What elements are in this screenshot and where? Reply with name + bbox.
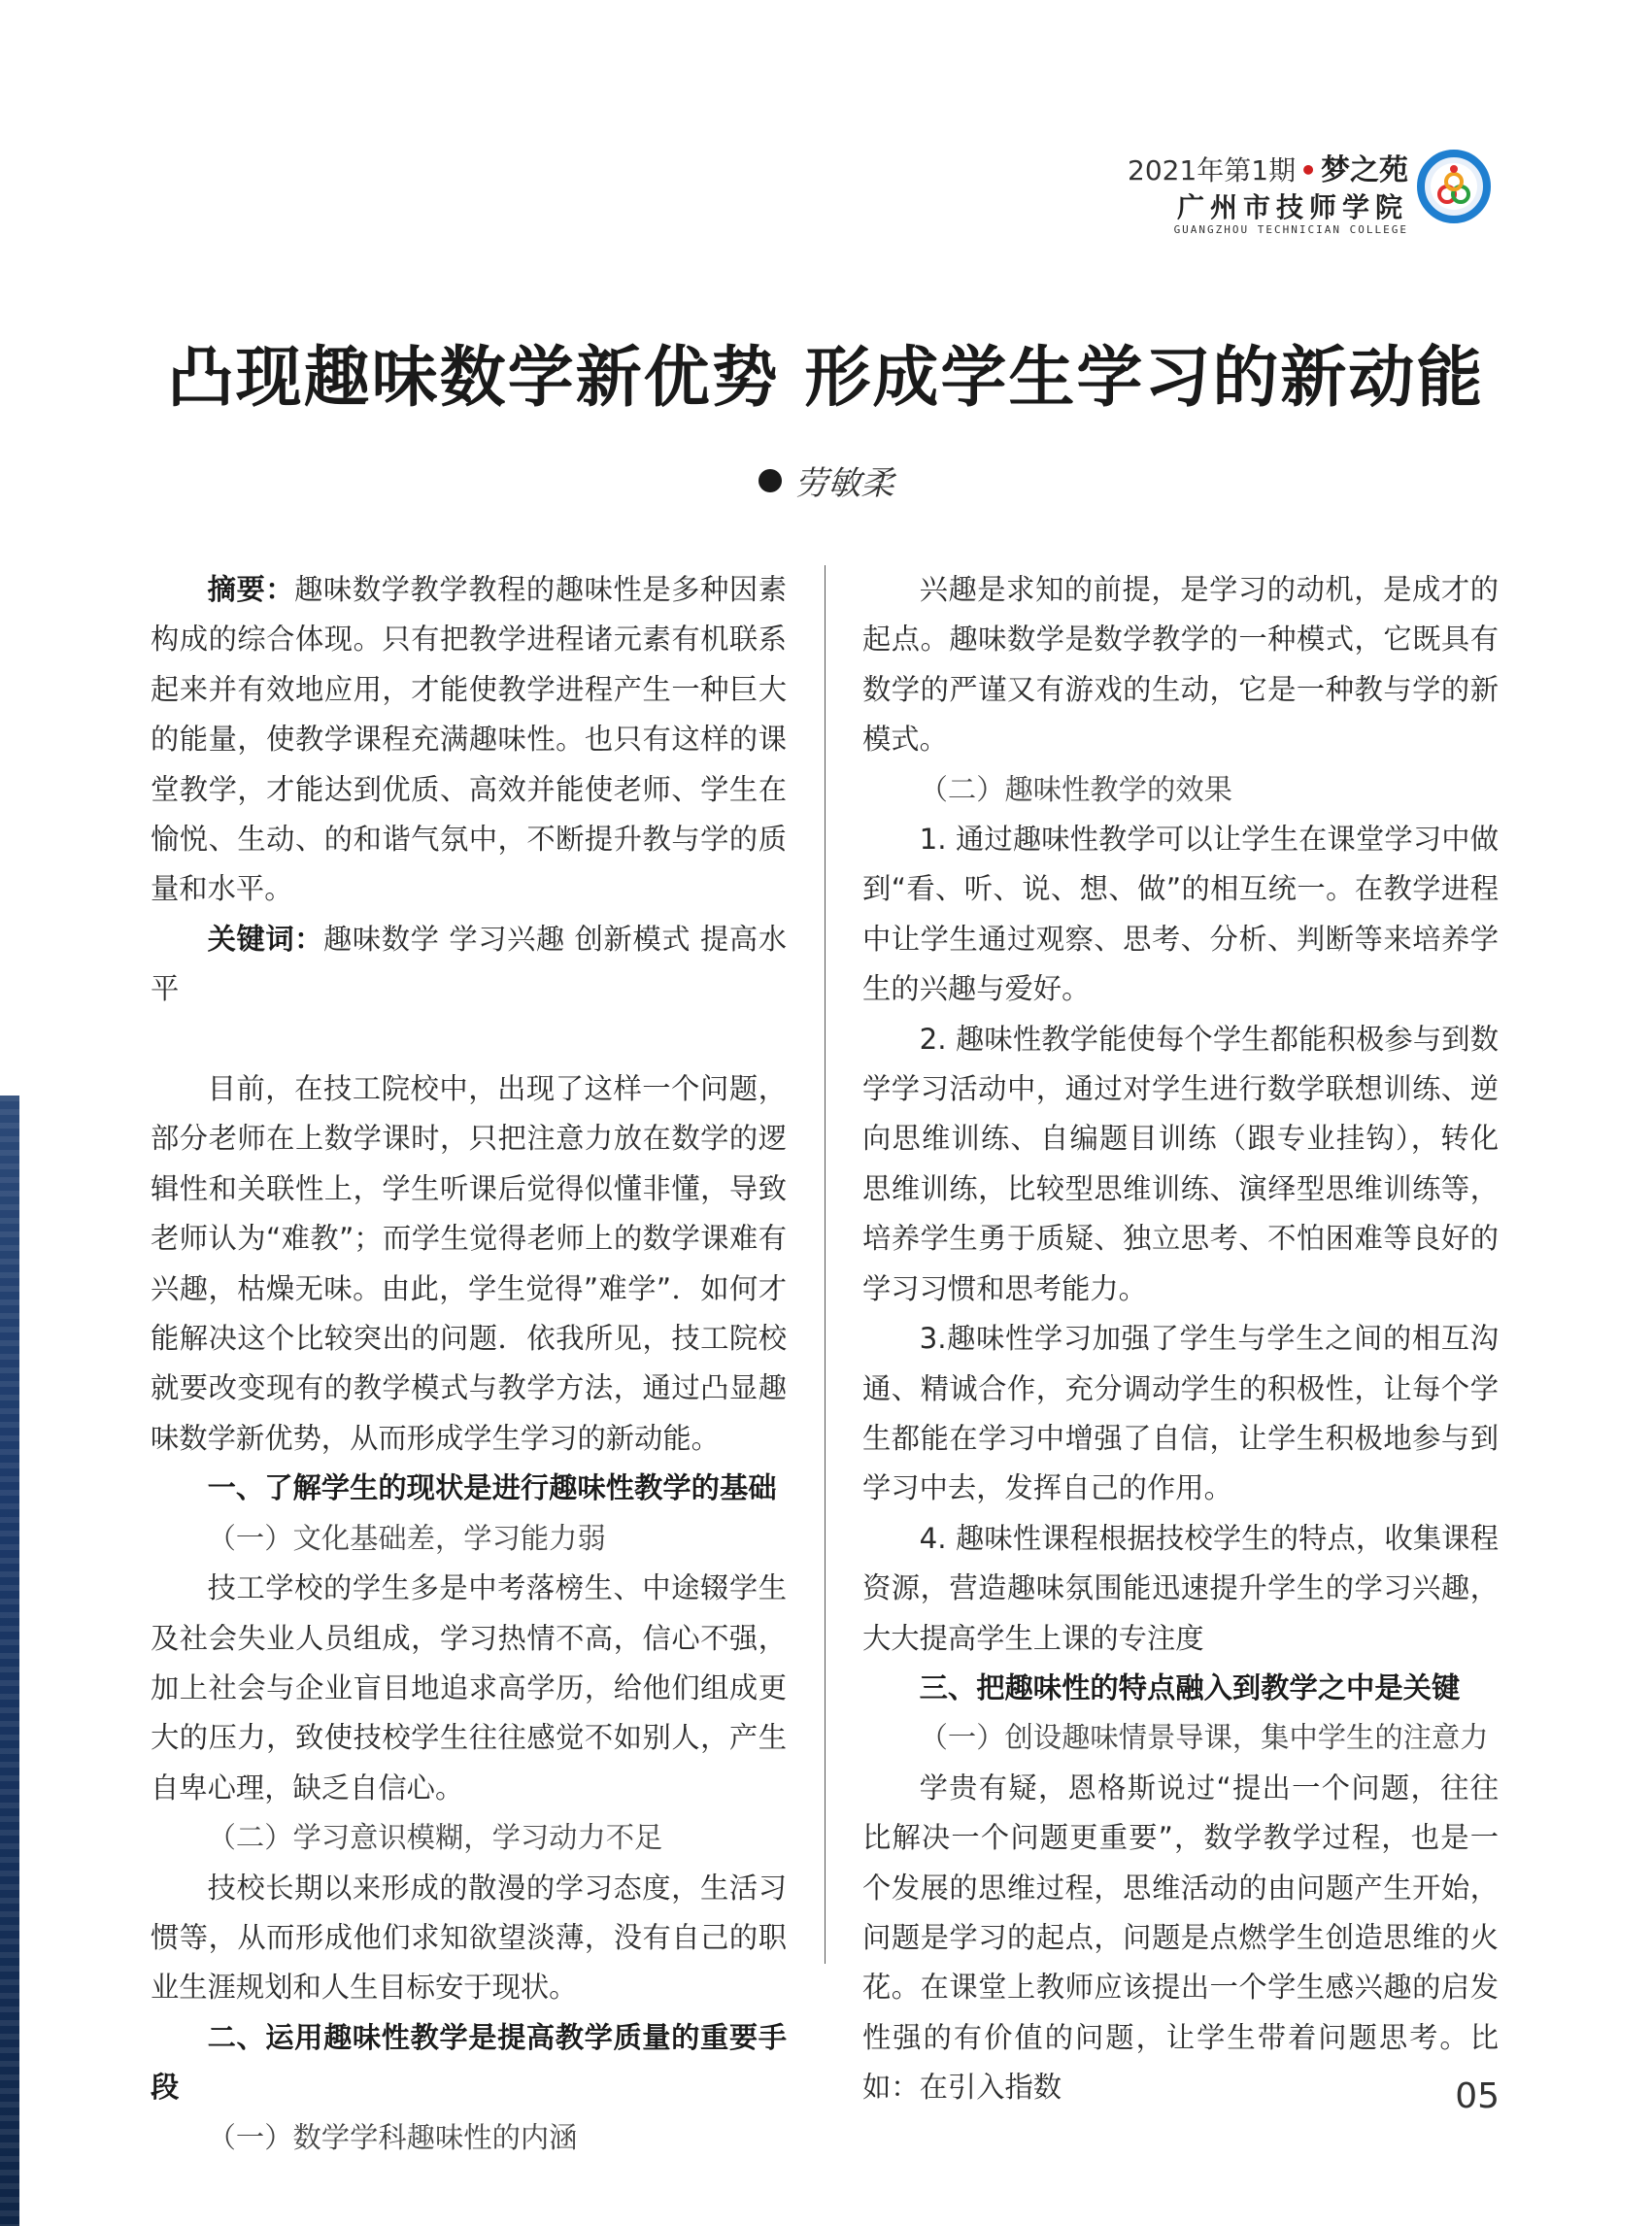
body-paragraph: 技校长期以来形成的散漫的学习态度，生活习惯等，从而形成他们求知欲望淡薄，没有自己的职业生涯规划和人生目标安于现状。: [151, 1871, 787, 2005]
keywords-label: 关键词：: [207, 922, 324, 956]
journal-header: [1097, 146, 1408, 243]
section-heading: 三、把趣味性的特点融入到教学之中是关键: [919, 1670, 1461, 1704]
subsection-heading: （一）文化基础差，学习能力弱: [207, 1521, 606, 1555]
body-paragraph: 兴趣是求知的前提，是学习的动机，是成才的起点。趣味数学是数学教学的一种模式，它既具有数学的严谨又有游戏的生动，它是一种教与学的新模式。: [862, 573, 1499, 757]
issue-line: [1128, 146, 1408, 188]
right-column: [862, 565, 1499, 2113]
side-decoration-band: [0, 1096, 19, 2226]
keywords-text: 趣味数学 学习兴趣 创新模式 提高水平: [151, 922, 787, 1006]
left-column: [151, 565, 787, 2163]
author-name: 劳敏柔: [794, 464, 894, 503]
keywords-paragraph: [151, 915, 787, 1015]
author-line: [0, 456, 1652, 504]
body-paragraph: 4. 趣味性课程根据技校学生的特点，收集课程资源，营造趣味氛围能迅速提升学生的学习兴趣，大大提高学生上课的专注度: [862, 1521, 1499, 1655]
article-title: 凸现趣味数学新优势 形成学生学习的新动能: [167, 340, 1485, 417]
college-name-en: GUANGZHOU TECHNICIAN COLLEGE: [1173, 223, 1408, 236]
abstract-paragraph: [151, 565, 787, 915]
column-divider: [825, 565, 826, 1964]
abstract-label: 摘要：: [207, 573, 295, 606]
body-paragraph: 1. 通过趣味性教学可以让学生在课堂学习中做到“看、听、说、想、做”的相互统一。在教学进程中让学生通过观察、思考、分析、判断等来培养学生的兴趣与爱好。: [862, 823, 1499, 1006]
bullet-icon: [759, 469, 782, 492]
subsection-heading: （二）学习意识模糊，学习动力不足: [207, 1821, 663, 1855]
subsection-heading: （一）数学学科趣味性的内涵: [207, 2120, 578, 2154]
section-heading: 二、运用趣味性教学是提高教学质量的重要手段: [151, 2020, 787, 2105]
separator-dot-icon: •: [1299, 154, 1317, 186]
subsection-heading: （二）趣味性教学的效果: [919, 772, 1232, 806]
section-heading: 一、了解学生的现状是进行趣味性教学的基础: [207, 1471, 777, 1505]
page-number: 05: [1455, 2076, 1500, 2116]
subsection-heading: （一）创设趣味情景导课，集中学生的注意力: [919, 1721, 1489, 1755]
college-name-cn: 广州市技师学院: [1176, 191, 1408, 223]
body-paragraph: 目前，在技工院校中，出现了这样一个问题，部分老师在上数学课时，只把注意力放在数学的逻辑性和关联性上，学生听课后觉得似懂非懂，导致老师认为“难教”；而学生觉得老师上的数学课难有兴趣，枯燥无味。由此，学生觉得”难学”．如何才能解决这个比较突出的问题．依我所见，技工院校就要改变现有的教学模式与教学方法，通过凸显趣味数学新优势，从而形成学生学习的新动能。: [151, 1072, 787, 1455]
body-paragraph: 技工学校的学生多是中考落榜生、中途辍学生及社会失业人员组成，学习热情不高，信心不强，加上社会与企业盲目地追求高学历，给他们组成更大的压力，致使技校学生往往感觉不如别人，产生自卑心理，缺乏自信心。: [151, 1571, 787, 1804]
column-name: 梦之苑: [1321, 153, 1408, 187]
body-paragraph: 2. 趣味性教学能使每个学生都能积极参与到数学学习活动中，通过对学生进行数学联想训练、逆向思维训练、自编题目训练（跟专业挂钩），转化思维训练，比较型思维训练、演绎型思维训练等，培养学生勇于质疑、独立思考、不怕困难等良好的学习习惯和思考能力。: [862, 1022, 1499, 1305]
abstract-text: 趣味数学教学教程的趣味性是多种因素构成的综合体现。只有把教学进程诸元素有机联系起来并有效地应用，才能使教学进程产生一种巨大的能量，使教学课程充满趣味性。也只有这样的课堂教学，才能达到优质、高效并能使老师、学生在愉悦、生动、的和谐气氛中，不断提升教与学的质量和水平。: [151, 573, 788, 906]
college-emblem-icon: [1415, 146, 1493, 233]
body-paragraph: 学贵有疑，恩格斯说过“提出一个问题，往往比解决一个问题更重要”，数学教学过程，也是一个发展的思维过程，思维活动的由问题产生开始，问题是学习的起点，问题是点燃学生创造思维的火花。在课堂上教师应该提出一个学生感兴趣的启发性强的有价值的问题，让学生带着问题思考。比如：在引入指数: [862, 1771, 1499, 2105]
body-paragraph: 3.趣味性学习加强了学生与学生之间的相互沟通、精诚合作，充分调动学生的积极性，让每个学生都能在学习中增强了自信，让学生积极地参与到学习中去，发挥自己的作用。: [862, 1322, 1499, 1505]
issue-label: 2021年第1期: [1128, 154, 1297, 186]
